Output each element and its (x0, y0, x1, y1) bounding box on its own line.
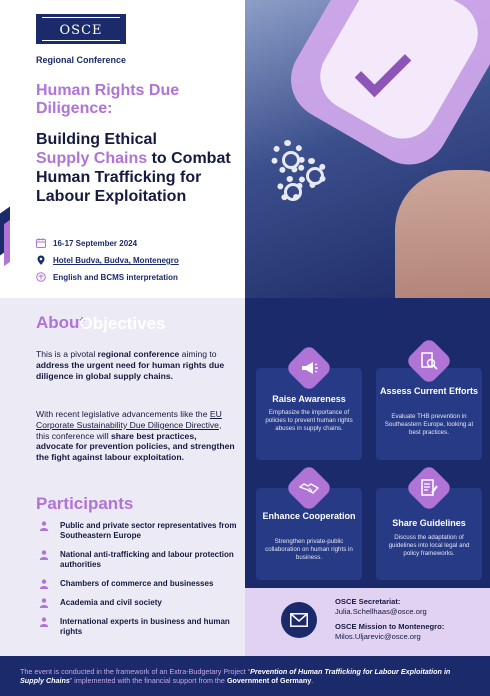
envelope-icon (290, 613, 308, 627)
title-prefix: Human Rights Due Diligence: (36, 82, 180, 117)
osce-logo (36, 14, 126, 44)
date-text: 16-17 September 2024 (53, 239, 138, 248)
objectives-heading: Objectives (79, 314, 166, 333)
directive-link[interactable]: EU Corporate Sustainability Due Diligence Directive (36, 409, 222, 430)
header-panel (0, 0, 245, 298)
email-link-secretariat[interactable]: Julia.Schellhaas@osce.org (335, 607, 427, 616)
list-item: National anti-trafficking and labour protection authorities (36, 550, 241, 570)
card-desc: Discuss the adaptation of guidelines into local legal and policy frameworks. (388, 534, 470, 557)
contact-label-secretariat: OSCE Secretariat: (335, 597, 401, 606)
event-type: Regional Conference (36, 55, 127, 65)
footer (0, 656, 490, 696)
list-item: Chambers of commerce and businesses (36, 579, 241, 589)
person-icon (39, 579, 49, 589)
card-desc: Evaluate THB prevention in Southeastern Europe, looking at best practices. (384, 413, 474, 436)
hand-image (395, 170, 490, 298)
megaphone-icon (299, 358, 319, 378)
person-icon (39, 550, 49, 560)
language-text: English and BCMS interpretation (53, 273, 178, 282)
footer-text: The event is conducted in the framework of an Extra-Budgetary Project “Prevention of Human Trafficking for Labour Exploitation in Supply Chains” implemented with the financial support from the Government of Germany. (20, 667, 451, 686)
person-icon (39, 598, 49, 608)
location-pin-icon (36, 255, 46, 265)
title-part2: to Combat Human Trafficking for Labour Exploitation (36, 150, 231, 205)
list-item: Public and private sector representatives from Southeastern Europe (36, 521, 241, 541)
title-highlight: Supply Chains (36, 150, 148, 167)
about-paragraph-2: With recent legislative advancements like the EU Corporate Sustainability Due Diligence Directive, this conference will share best practices, advocate for prevention policies, and strengthen the fight against labour exploitation. (36, 409, 235, 463)
card-desc: Strengthen private-public collaboration on human rights in business. (265, 538, 353, 561)
participants-heading: Participants (36, 494, 134, 513)
person-icon (39, 617, 49, 627)
card-title: Assess Current Efforts (379, 386, 479, 396)
calendar-icon (36, 238, 46, 248)
page-title (36, 130, 241, 206)
about-heading: About (36, 313, 86, 332)
decorative-stripes (0, 200, 16, 260)
card-title: Enhance Cooperation (262, 511, 356, 521)
list-item: International experts in business and human rights (36, 617, 241, 637)
contact-label-mission: OSCE Mission to Montenegro: (335, 622, 445, 631)
participants-list (36, 521, 241, 646)
contact-panel (245, 588, 490, 656)
card-desc: Emphasize the importance of policies to prevent human rights abuses in supply chains. (265, 409, 353, 432)
card-title: Share Guidelines (392, 518, 466, 528)
document-pen-icon (419, 478, 439, 498)
gear-icon (277, 176, 303, 202)
handshake-icon (299, 478, 319, 498)
magnifier-document-icon (419, 351, 439, 371)
logo-text: osce (59, 17, 103, 39)
person-icon (39, 521, 49, 531)
hero-image (245, 0, 490, 298)
venue-link[interactable]: Hotel Budva, Budva, Montenegro (53, 256, 179, 265)
translation-icon (36, 272, 46, 282)
envelope-badge (281, 602, 317, 638)
title-part1: Building Ethical (36, 131, 157, 148)
list-item: Academia and civil society (36, 598, 241, 608)
about-paragraph-1: This is a pivotal regional conference aiming to address the urgent need for human rights due diligence in global supply chains. (36, 349, 225, 381)
email-link-mission[interactable]: Milos.Uljarevic@osce.org (335, 632, 421, 641)
card-title: Raise Awareness (272, 394, 346, 404)
